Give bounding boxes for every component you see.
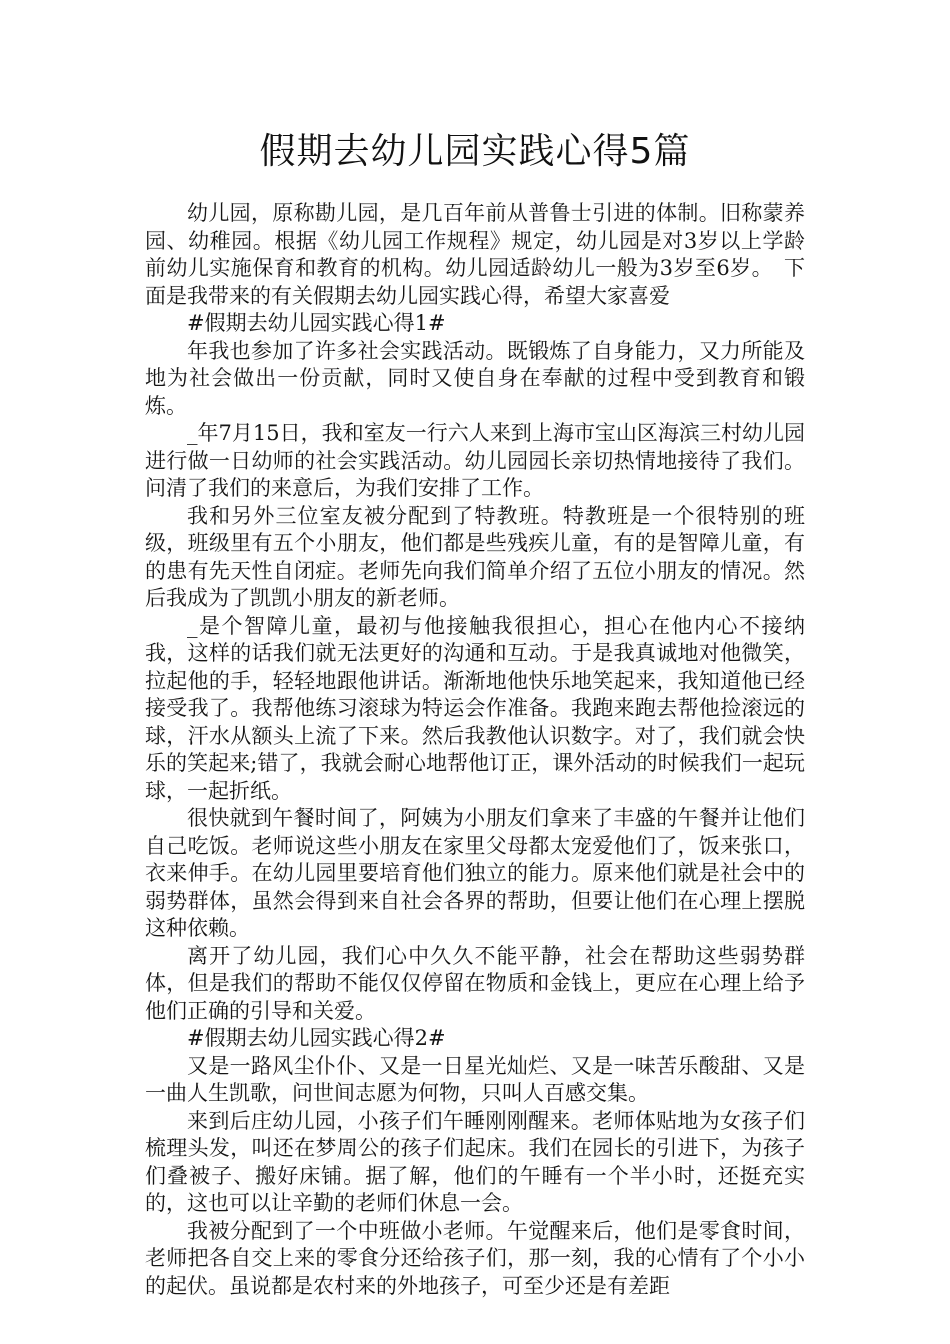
body-paragraph: 来到后庄幼儿园，小孩子们午睡刚刚醒来。老师体贴地为女孩子们梳理头发，叫还在梦周公的孩子们起床。我们在园长的引进下，为孩子们叠被子、搬好床铺。据了解，他们的午睡有一个半小时，还挺充实的，这也可以让辛勤的老师们休息一会。 — [145, 1108, 805, 1215]
body-paragraph: 很快就到午餐时间了，阿姨为小朋友们拿来了丰盛的午餐并让他们自己吃饭。老师说这些小朋友在家里父母都太宠爱他们了，饭来张口，衣来伸手。在幼儿园里要培育他们独立的能力。原来他们就是社会中的弱势群体，虽然会得到来自社会各界的帮助，但要让他们在心理上摆脱这种依赖。 — [145, 806, 805, 940]
document-title: 假期去幼儿园实践心得5篇 — [259, 131, 691, 172]
body-paragraph: 又是一路风尘仆仆、又是一日星光灿烂、又是一味苦乐酸甜、又是一曲人生凯歌，问世间志愿为何物，只叫人百感交集。 — [145, 1053, 805, 1105]
body-paragraph: 我被分配到了一个中班做小老师。午觉醒来后，他们是零食时间，老师把各自交上来的零食分还给孩子们，那一刻，我的心情有了个小小的起伏。虽说都是农村来的外地孩子，可至少还是有差距 — [145, 1218, 805, 1298]
intro-paragraph: 幼儿园，原称勘儿园，是几百年前从普鲁士引进的体制。旧称蒙养园、幼稚园。根据《幼儿园工作规程》规定，幼儿园是对3岁以上学龄前幼儿实施保育和教育的机构。幼儿园适龄幼儿一般为3岁至6岁。 下面是我带来的有关假期去幼儿园实践心得，希望大家喜爱 — [145, 201, 805, 308]
body-paragraph: 离开了幼儿园，我们心中久久不能平静，社会在帮助这些弱势群体，但是我们的帮助不能仅仅停留在物质和金钱上，更应在心理上给予他们正确的引导和关爱。 — [145, 943, 805, 1023]
section-heading: #假期去幼儿园实践心得2# — [187, 1026, 446, 1050]
body-paragraph: 我和另外三位室友被分配到了特教班。特教班是一个很特别的班级，班级里有五个小朋友，他们都是些残疾儿童，有的是智障儿童，有的患有先天性自闭症。老师先向我们简单介绍了五位小朋友的情况。然后我成为了凯凯小朋友的新老师。 — [145, 503, 805, 610]
body-paragraph: 年我也参加了许多社会实践活动。既锻炼了自身能力，又力所能及地为社会做出一份贡献，同时又使自身在奉献的过程中受到教育和锻炼。 — [145, 338, 805, 418]
body-paragraph: _是个智障儿童，最初与他接触我很担心，担心在他内心不接纳我，这样的话我们就无法更好的沟通和互动。于是我真诚地对他微笑，拉起他的手，轻轻地跟他讲话。渐渐地他快乐地笑起来，我知道他已经接受我了。我帮他练习滚球为特运会作准备。我跑来跑去帮他捡滚远的球，汗水从额头上流了下来。然后我教他认识数字。对了，我们就会快乐的笑起来;错了，我就会耐心地帮他订正，课外活动的时候我们一起玩球，一起折纸。 — [145, 613, 805, 803]
document-body — [145, 200, 805, 1300]
body-paragraph: _年7月15日，我和室友一行六人来到上海市宝山区海滨三村幼儿园进行做一日幼师的社会实践活动。幼儿园园长亲切热情地接待了我们。问清了我们的来意后，为我们安排了工作。 — [145, 421, 805, 500]
section-heading: #假期去幼儿园实践心得1# — [187, 311, 446, 335]
